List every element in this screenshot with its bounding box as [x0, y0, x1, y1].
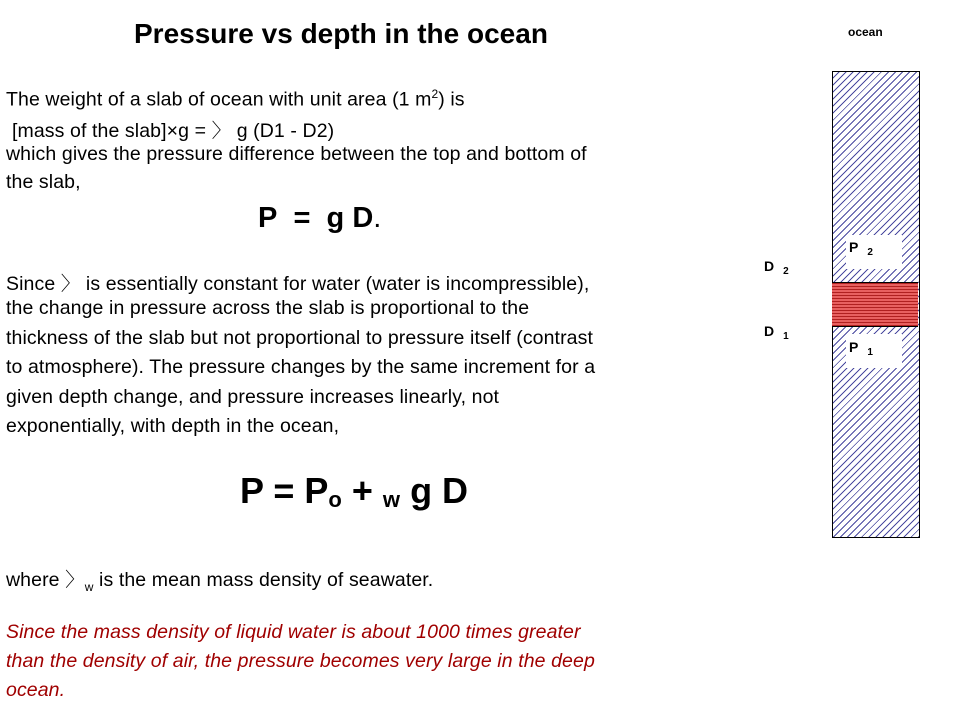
- para1-line2: [mass of the slab]×g = 〉 g (D1 - D2): [12, 120, 335, 142]
- eq2-sub-w: w: [382, 487, 401, 512]
- p2-label: [849, 239, 873, 258]
- para1-line1-text: The weight of a slab of ocean with unit area (1 m: [6, 88, 432, 111]
- para2-line: exponentially, with depth in the ocean,: [6, 415, 340, 437]
- para3-sub: w: [84, 579, 94, 594]
- p1-label: [849, 339, 873, 358]
- para3-post: is the mean mass density of seawater.: [99, 569, 434, 591]
- d1-sub: 1: [783, 331, 789, 342]
- eq1-dot: .: [373, 202, 382, 234]
- note-line: Since the mass density of liquid water is about 1000 times greater: [6, 621, 581, 643]
- equation-pressure-depth: [240, 470, 468, 512]
- d2-label: [764, 258, 789, 277]
- water-slab: [832, 282, 918, 327]
- note-line: ocean.: [6, 679, 66, 701]
- eq1-equals: =: [293, 202, 311, 234]
- p1-sub: 1: [867, 347, 873, 358]
- eq1-d: D: [352, 202, 374, 234]
- eq1-p: P: [258, 202, 278, 234]
- superscript: 2: [431, 87, 439, 101]
- para2-line: the change in pressure across the slab is proportional to the: [6, 297, 530, 319]
- equation-delta-p: [258, 200, 381, 235]
- d2-letter: D: [764, 258, 775, 274]
- eq2-p: P = P: [240, 470, 329, 511]
- eq1-g: g: [326, 202, 345, 234]
- d2-sub: 2: [783, 266, 789, 277]
- note-line: than the density of air, the pressure becomes very large in the deep: [6, 650, 595, 672]
- eq2-plus: +: [351, 470, 373, 511]
- d1-label: [764, 323, 789, 342]
- para2-line: given depth change, and pressure increases linearly, not: [6, 386, 500, 408]
- eq2-sub-o: o: [328, 487, 342, 512]
- ocean-label: ocean: [848, 25, 883, 39]
- para2-line: to atmosphere). The pressure changes by the same increment for a: [6, 356, 596, 378]
- para3-line: [6, 564, 433, 594]
- para3-pre: where 〉: [6, 569, 85, 591]
- eq2-tail: g D: [410, 470, 469, 511]
- para1-line1: [6, 87, 465, 112]
- para2-line: thickness of the slab but not proportional to pressure itself (contrast: [6, 327, 593, 349]
- page-title: Pressure vs depth in the ocean: [134, 18, 548, 49]
- para1-line3: which gives the pressure difference between the top and bottom of: [6, 143, 587, 165]
- p2-letter: P: [849, 239, 859, 255]
- p1-letter: P: [849, 339, 859, 355]
- d1-letter: D: [764, 323, 775, 339]
- para1-line1-end: ) is: [438, 88, 465, 111]
- p2-sub: 2: [867, 247, 873, 258]
- para1-line4: the slab,: [6, 171, 81, 193]
- para2-line: Since 〉 is essentially constant for water (water is incompressible),: [6, 273, 590, 295]
